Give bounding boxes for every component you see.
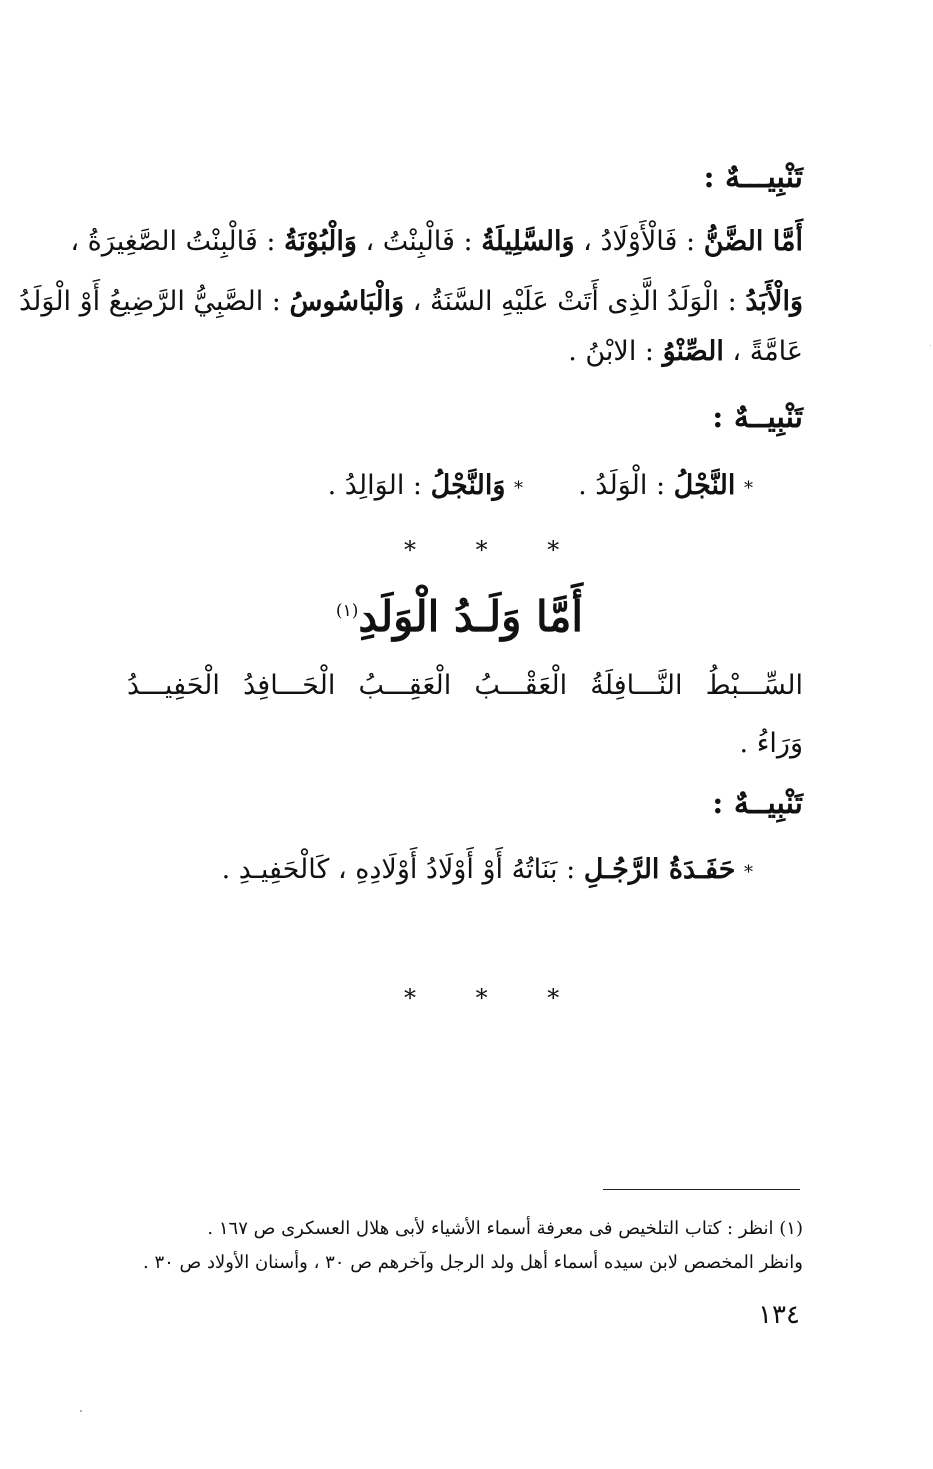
term-salila: وَالسَّلِيلَةُ [481, 226, 575, 257]
scan-speck [930, 345, 931, 346]
synonym-word: الْعَقْـــبُ [474, 670, 568, 701]
term-dann: أَمَّا الضَّنُّ [703, 226, 803, 257]
synonym-word: الْحَفِيـــدُ [127, 670, 220, 701]
section-title [336, 592, 583, 641]
term-sinw: الصِّنْوُ [662, 336, 724, 367]
text-segment: : فَالْبِنْتُ ، [356, 226, 482, 257]
notice3-item [222, 850, 753, 893]
footnote-divider [603, 1189, 800, 1190]
star-bullet: * [514, 478, 523, 499]
term-hafada: حَفَـدَةُ الرَّجُـلِ [583, 854, 736, 885]
term-basus: وَالْبَاسُوسُ [289, 286, 405, 317]
star-bullet: * [744, 862, 753, 883]
text-segment: : فَالْأَوْلَادُ ، [574, 226, 704, 257]
term-najl: النَّجْلُ [673, 470, 736, 501]
scan-speck [80, 1410, 82, 1412]
term-buwna: وَالْبُوْنَةُ [284, 226, 357, 257]
definition: : الْوَلَدُ . [578, 470, 674, 501]
synonym-word: السِّـــبْطُ [705, 670, 803, 701]
notice2-item-2 [328, 466, 523, 509]
term-abad: وَالْأَبَدُ [745, 286, 803, 317]
text-segment: عَامَّةً ، [723, 336, 803, 367]
section-title-text: أَمَّا وَلَـدُ الْوَلَدِ [358, 592, 583, 641]
section-separator: * * * [404, 984, 586, 1012]
text-segment: : الصَّبِيُّ الرَّضِيعُ أَوْ الْوَلَدُ [18, 286, 290, 317]
notice1-line-3 [568, 332, 803, 372]
text-segment: : الْوَلَدُ الَّذِى أَتَتْ عَلَيْهِ السَّنَةُ ، [404, 286, 746, 317]
synonym-word: الْحَـــافِدُ [243, 670, 336, 701]
synonym-word: الْعَقِـــبُ [358, 670, 452, 701]
term-wa-najl: وَالنَّجْلُ [430, 470, 506, 501]
star-bullet: * [744, 478, 753, 499]
definition: : الوَالِدُ . [327, 470, 431, 501]
footnote-line-2: وانظر المخصص لابن سيده أسماء أهل ولد الرجل وآخرهم ص ٣٠ ، وأسنان الأولاد ص ٣٠ . [143, 1252, 803, 1273]
synonym-list-end: وَرَاءُ . [739, 728, 803, 759]
text-segment: : فَالْبِنْتُ الصَّغِيرَةُ ، [70, 226, 285, 257]
synonym-word: النَّـــافِلَةُ [590, 670, 683, 701]
notice-heading-3: تَنْبِيــهٌ : [712, 786, 803, 821]
synonym-list [127, 666, 803, 706]
notice1-line-2 [19, 282, 803, 322]
footnote-line-1: (١) انظر : كتاب التلخيص فى معرفة أسماء الأشياء لأبى هلال العسكرى ص ١٦٧ . [207, 1218, 803, 1239]
definition: : بَنَاتُهُ أَوْ أَوْلَادُ أَوْلَادِهِ ، كَالْحَفِيـدِ . [221, 854, 584, 885]
text-segment: : الابْنُ . [568, 336, 663, 367]
notice2-item-1 [578, 466, 753, 509]
page-number: ١٣٤ [758, 1300, 800, 1330]
notice-heading-2: تَنْبِيــهٌ : [712, 400, 803, 435]
footnote-reference: (١) [335, 601, 359, 621]
notice-heading-1: تَنْبِيـــهٌ : [703, 160, 803, 195]
notice1-line-1 [70, 222, 803, 262]
section-separator: * * * [404, 536, 586, 564]
